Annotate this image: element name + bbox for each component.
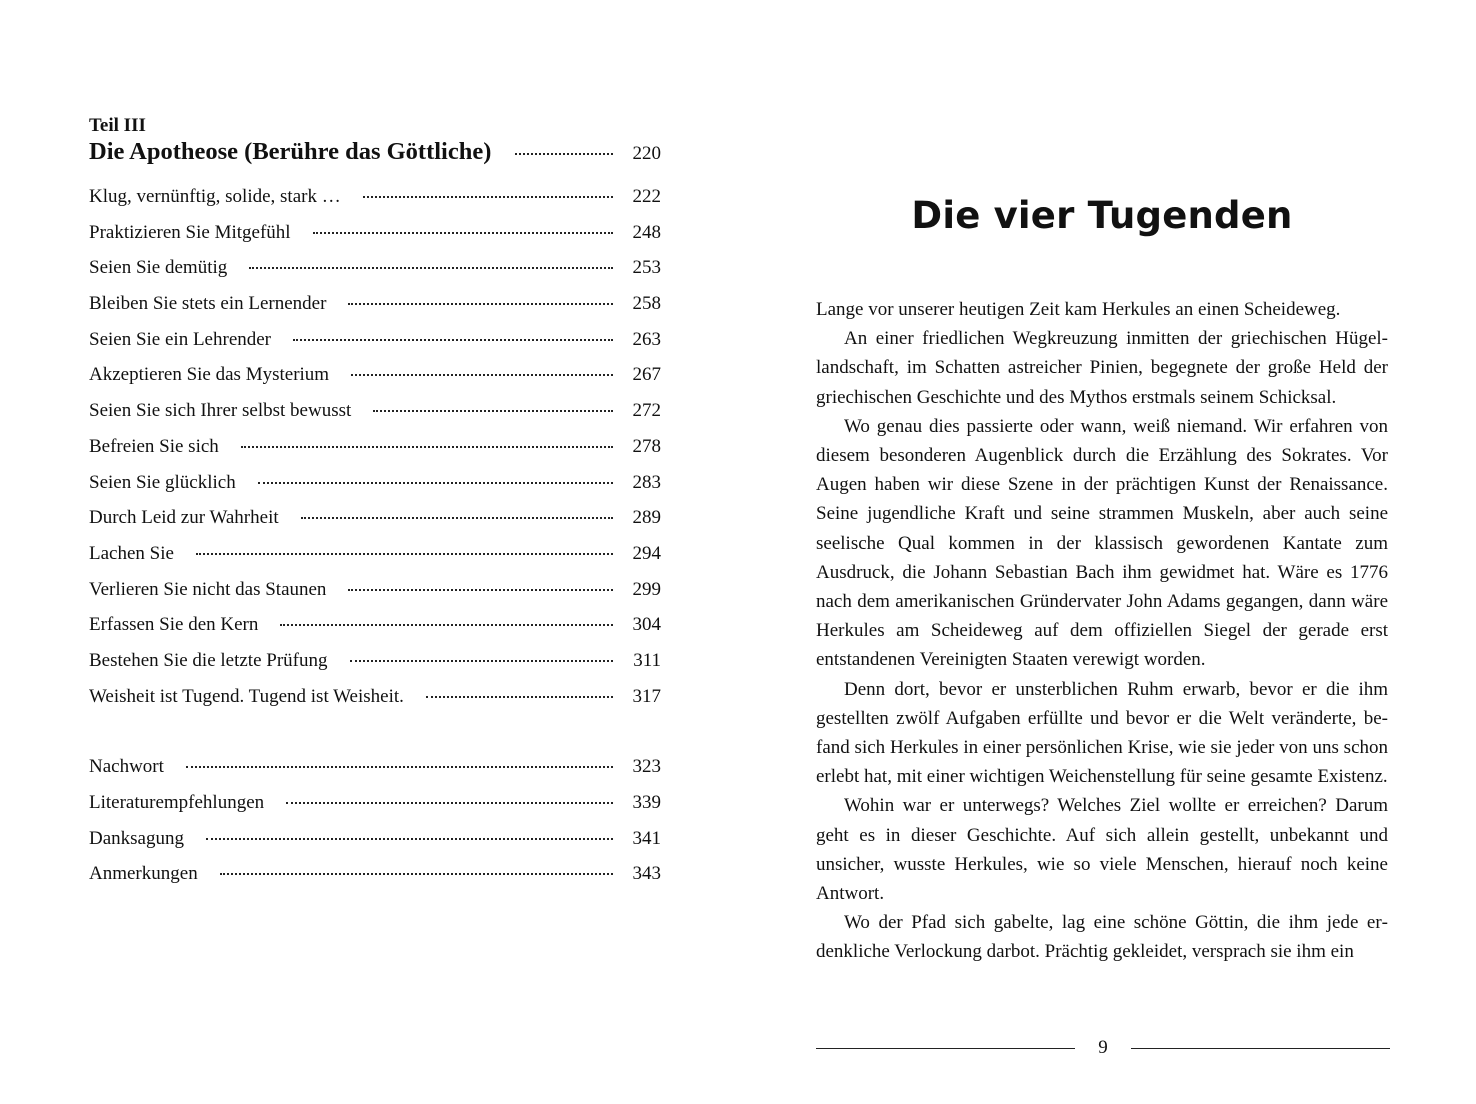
toc-entry-title: Klug, vernünftig, solide, stark …	[89, 186, 341, 207]
toc-entry	[89, 329, 661, 365]
toc-entry-page: 272	[632, 400, 661, 422]
toc-entry	[89, 472, 661, 508]
dot-leader	[186, 766, 613, 768]
back-matter-list	[89, 756, 661, 899]
toc-entry-page: 253	[632, 257, 661, 279]
toc-entry	[89, 222, 661, 258]
dot-leader	[301, 517, 613, 519]
toc-entry-title: Praktizieren Sie Mitgefühl	[89, 221, 291, 243]
dot-leader	[373, 410, 613, 412]
toc-entry	[89, 828, 661, 864]
toc-entry-title: Seien Sie ein Lehrender	[89, 328, 272, 350]
toc-entry-page: 317	[632, 685, 661, 707]
part-title: Die Apotheose (Berühre das Göttliche)	[89, 138, 492, 165]
toc-entry	[89, 186, 661, 222]
toc-entry	[89, 614, 661, 650]
body-paragraph: An einer friedlichen Wegkreuzung inmitten der griechischen Hügellandschaft, im Schatten astreicher Pinien, begegnete der große Held der griechischen Geschichte und des Mythos erstmals seinem Schicksal.	[816, 328, 1388, 408]
toc-entry-title: Bleiben Sie stets ein Lernender	[89, 293, 327, 315]
toc-entry-page: 222	[632, 186, 661, 207]
body-paragraph: Lange vor unserer heutigen Zeit kam Herkules an einen Scheideweg.	[816, 299, 1341, 320]
toc-entry	[89, 650, 661, 686]
toc-entry	[89, 507, 661, 543]
right-page	[738, 0, 1476, 1104]
dot-leader	[350, 660, 614, 662]
dot-leader	[363, 196, 613, 198]
dot-leader	[351, 374, 613, 376]
dot-leader	[293, 339, 613, 341]
toc-entry-title: Danksagung	[89, 827, 184, 849]
dot-leader	[348, 589, 613, 591]
toc-entry	[89, 400, 661, 436]
toc-entry	[89, 257, 661, 293]
toc-entry-title: Seien Sie glücklich	[89, 471, 236, 493]
toc-entry	[89, 293, 661, 329]
dot-leader	[196, 553, 613, 555]
part-page-number: 220	[632, 143, 661, 164]
toc-entry	[89, 579, 661, 615]
toc-entry-list	[89, 186, 661, 721]
dot-leader	[249, 267, 613, 269]
toc-entry-title: Literaturempfehlungen	[89, 792, 265, 813]
chapter-body	[816, 295, 1388, 967]
toc-entry-page: 263	[632, 328, 661, 350]
toc-entry-page: 294	[632, 542, 661, 564]
toc-entry-title: Akzeptieren Sie das Mysterium	[89, 364, 330, 386]
toc-entry-page: 289	[632, 507, 661, 529]
dot-leader	[348, 303, 613, 305]
toc-entry-page: 304	[632, 614, 661, 636]
dot-leader	[241, 446, 613, 448]
toc-entry-page: 323	[632, 756, 661, 778]
dot-leader	[313, 232, 613, 234]
toc-entry-title: Durch Leid zur Wahrheit	[89, 507, 279, 529]
dot-leader	[280, 624, 613, 626]
toc-entry-page: 311	[633, 649, 661, 671]
footer-rule-left	[816, 1048, 1075, 1049]
dot-leader	[206, 838, 613, 840]
chapter-title: Die vier Tugenden	[911, 194, 1293, 237]
toc-entry-title: Bestehen Sie die letzte Prüfung	[89, 649, 328, 671]
dot-leader	[286, 802, 613, 804]
toc-entry-title: Erfassen Sie den Kern	[89, 614, 259, 636]
body-paragraph: Wo der Pfad sich gabelte, lag eine schöne Göttin, die ihm jede erdenkliche Verlockung darbot. Prächtig gekleidet, versprach sie ihm ein	[816, 912, 1388, 963]
dot-leader	[426, 696, 613, 698]
page-footer	[816, 1036, 1390, 1060]
toc-entry-page: 248	[632, 221, 661, 243]
toc-entry-page: 299	[632, 578, 661, 600]
toc-entry-page: 267	[632, 364, 661, 386]
part-heading-row	[89, 138, 661, 176]
toc-entry	[89, 686, 661, 722]
toc-entry-page: 258	[632, 293, 661, 315]
toc-entry-page: 278	[632, 435, 661, 457]
body-paragraph: Wohin war er unterwegs? Welches Ziel wollte er erreichen? Darum geht es in dieser Geschichte. Auf sich allein gestellt, unbekannt und unsicher, wusste Herkules, wie so viele Menschen, hierauf noch keine Antwort.	[816, 795, 1388, 905]
toc-entry	[89, 543, 661, 579]
toc-entry-title: Seien Sie demütig	[89, 257, 228, 279]
toc-entry	[89, 436, 661, 472]
toc-entry-page: 343	[632, 863, 661, 885]
toc-entry-title: Befreien Sie sich	[89, 435, 219, 457]
toc-entry-page: 341	[632, 827, 661, 849]
page-number: 9	[1098, 1037, 1108, 1058]
dot-leader	[515, 153, 613, 155]
part-label: Teil III	[89, 115, 146, 136]
toc-entry-title: Seien Sie sich Ihrer selbst bewusst	[89, 400, 352, 422]
toc-entry	[89, 756, 661, 792]
footer-rule-right	[1131, 1048, 1390, 1049]
toc-entry-title: Verlieren Sie nicht das Staunen	[89, 578, 327, 600]
toc-entry	[89, 863, 661, 899]
toc-entry	[89, 792, 661, 828]
dot-leader	[258, 482, 613, 484]
toc-entry-page: 283	[632, 471, 661, 493]
toc-entry-title: Lachen Sie	[89, 542, 174, 564]
table-of-contents	[89, 114, 661, 899]
dot-leader	[220, 873, 613, 875]
body-paragraph: Denn dort, bevor er unsterblichen Ruhm erwarb, bevor er die ihm gestellten zwölf Aufgaben erfüllte und bevor er die Welt veränderte, befand sich Herkules in einer persönlichen Krise, wie sie jeder von uns schon erlebt hat, mit einer wichtigen Weichenstellung für seine gesamte Existenz.	[816, 678, 1388, 788]
toc-entry-title: Weisheit ist Tugend. Tugend ist Weisheit.	[89, 685, 404, 707]
toc-entry-page: 339	[632, 792, 661, 813]
body-paragraph: Wo genau dies passierte oder wann, weiß niemand. Wir erfahren von diesem besonderen Augenblick durch die Erzählung des Sokrates. Vor Augen haben wir diese Szene in der prächtigen Kunst der Renaissance. Seine jugendliche Kraft und seine strammen Muskeln, aber auch seine seelische Qual kommen in der klassisch gewordenen Kantate zum Ausdruck, die Johann Sebastian Bach ihm gewidmet hat. Wäre es 1776 nach dem amerikanischen Gründervater John Adams gegangen, dann wäre Herkules am Scheideweg auf dem offiziellen Siegel der gerade erst entstandenen Vereinigten Staaten verewigt worden.	[816, 415, 1388, 671]
toc-entry-title: Anmerkungen	[89, 863, 198, 885]
toc-entry-title: Nachwort	[89, 756, 164, 778]
toc-entry	[89, 364, 661, 400]
